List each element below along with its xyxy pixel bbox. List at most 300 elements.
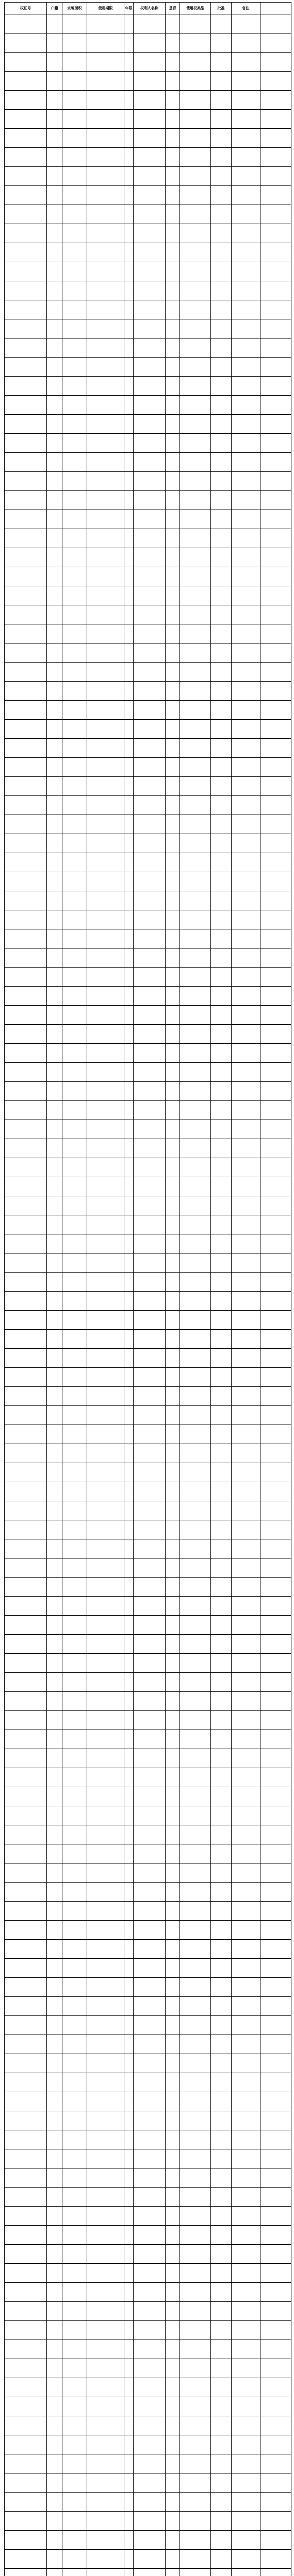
- table-cell: [124, 415, 134, 434]
- table-cell: [166, 758, 180, 777]
- table-cell: [124, 1482, 134, 1501]
- table-cell: [124, 491, 134, 510]
- table-cell: [211, 1902, 232, 1921]
- table-cell: [124, 910, 134, 929]
- table-row: [5, 2512, 291, 2531]
- table-cell: [47, 777, 62, 796]
- table-cell: [87, 1044, 124, 1063]
- table-cell: [5, 2473, 47, 2493]
- table-cell: [134, 281, 166, 300]
- table-cell: [5, 1635, 47, 1654]
- table-cell: [180, 2473, 211, 2493]
- table-cell: [232, 1196, 260, 1215]
- table-cell: [87, 2073, 124, 2092]
- table-cell: [124, 872, 134, 891]
- table-cell: [47, 1616, 62, 1635]
- table-cell: [180, 2340, 211, 2359]
- table-cell: [232, 1215, 260, 1234]
- table-cell: [260, 2073, 291, 2092]
- table-cell: [232, 1844, 260, 1863]
- table-cell: [134, 968, 166, 987]
- table-row: [5, 853, 291, 872]
- table-cell: [47, 2531, 62, 2550]
- table-cell: [180, 2416, 211, 2435]
- table-cell: [87, 2207, 124, 2226]
- table-cell: [124, 853, 134, 872]
- table-cell: [87, 2512, 124, 2531]
- table-cell: [211, 739, 232, 758]
- table-cell: [232, 2283, 260, 2302]
- table-cell: [47, 2264, 62, 2283]
- table-cell: [134, 2283, 166, 2302]
- table-cell: [260, 2435, 291, 2454]
- table-cell: [232, 1253, 260, 1273]
- table-cell: [47, 2111, 62, 2130]
- table-cell: [211, 205, 232, 224]
- table-cell: [134, 167, 166, 186]
- table-cell: [166, 2454, 180, 2473]
- table-cell: [5, 1444, 47, 1463]
- table-cell: [87, 1806, 124, 1825]
- table-cell: [5, 834, 47, 853]
- table-cell: [62, 1082, 87, 1101]
- table-cell: [180, 1711, 211, 1730]
- table-cell: [62, 2378, 87, 2397]
- table-cell: [87, 1425, 124, 1444]
- table-cell: [260, 1177, 291, 1196]
- table-cell: [260, 1578, 291, 1597]
- table-cell: [260, 968, 291, 987]
- table-cell: [47, 1349, 62, 1368]
- table-cell: [87, 1063, 124, 1082]
- table-cell: [211, 2454, 232, 2473]
- table-cell: [5, 2435, 47, 2454]
- table-cell: [5, 586, 47, 605]
- table-cell: [62, 872, 87, 891]
- table-cell: [62, 14, 87, 33]
- table-cell: [211, 1520, 232, 1539]
- table-cell: [62, 129, 87, 148]
- table-cell: [87, 1978, 124, 1997]
- table-cell: [47, 529, 62, 548]
- table-cell: [211, 281, 232, 300]
- table-cell: [124, 1425, 134, 1444]
- table-cell: [211, 2531, 232, 2550]
- table-cell: [260, 510, 291, 529]
- table-cell: [232, 929, 260, 948]
- table-cell: [232, 1406, 260, 1425]
- table-row: [5, 472, 291, 491]
- table-cell: [5, 796, 47, 815]
- table-cell: [232, 1806, 260, 1825]
- table-cell: [62, 1101, 87, 1120]
- table-cell: [232, 2035, 260, 2054]
- table-cell: [5, 415, 47, 434]
- table-cell: [232, 739, 260, 758]
- table-cell: [124, 1006, 134, 1025]
- table-cell: [124, 377, 134, 396]
- table-cell: [180, 872, 211, 891]
- table-cell: [47, 948, 62, 968]
- table-row: [5, 872, 291, 891]
- table-cell: [47, 1501, 62, 1520]
- table-cell: [87, 987, 124, 1006]
- table-cell: [134, 2531, 166, 2550]
- table-cell: [134, 33, 166, 53]
- table-cell: [87, 1844, 124, 1863]
- table-cell: [47, 1673, 62, 1692]
- table-row: [5, 796, 291, 815]
- table-cell: [134, 243, 166, 262]
- table-cell: [62, 1406, 87, 1425]
- table-cell: [62, 1177, 87, 1196]
- table-cell: [62, 510, 87, 529]
- table-cell: [260, 929, 291, 948]
- table-cell: [260, 2397, 291, 2416]
- table-cell: [134, 1902, 166, 1921]
- table-cell: [166, 14, 180, 33]
- table-cell: [62, 2321, 87, 2340]
- table-cell: [232, 2073, 260, 2092]
- table-cell: [62, 1635, 87, 1654]
- table-cell: [62, 491, 87, 510]
- table-cell: [87, 1234, 124, 1253]
- table-cell: [62, 1234, 87, 1253]
- table-cell: [166, 891, 180, 910]
- table-cell: [180, 1006, 211, 1025]
- table-cell: [124, 2493, 134, 2512]
- table-cell: [62, 1616, 87, 1635]
- table-row: [5, 129, 291, 148]
- table-cell: [47, 2435, 62, 2454]
- table-row: [5, 1654, 291, 1673]
- table-cell: [124, 682, 134, 701]
- table-cell: [62, 1006, 87, 1025]
- table-cell: [232, 1444, 260, 1463]
- table-cell: [47, 1863, 62, 1883]
- table-cell: [166, 415, 180, 434]
- table-cell: [180, 2302, 211, 2321]
- table-cell: [134, 548, 166, 567]
- table-cell: [260, 148, 291, 167]
- table-cell: [47, 2473, 62, 2493]
- table-cell: [124, 2512, 134, 2531]
- table-cell: [211, 1539, 232, 1558]
- table-row: [5, 910, 291, 929]
- table-cell: [166, 262, 180, 281]
- table-cell: [232, 377, 260, 396]
- table-cell: [62, 910, 87, 929]
- table-cell: [232, 1273, 260, 1292]
- table-cell: [180, 2111, 211, 2130]
- table-cell: [180, 2454, 211, 2473]
- table-cell: [166, 1863, 180, 1883]
- table-cell: [180, 1273, 211, 1292]
- table-cell: [87, 872, 124, 891]
- table-cell: [87, 1482, 124, 1501]
- table-cell: [134, 1139, 166, 1158]
- table-cell: [5, 1158, 47, 1177]
- table-cell: [5, 472, 47, 491]
- table-cell: [134, 2397, 166, 2416]
- table-cell: [211, 53, 232, 72]
- table-cell: [211, 224, 232, 243]
- table-cell: [260, 1063, 291, 1082]
- table-cell: [5, 1768, 47, 1787]
- table-cell: [124, 72, 134, 91]
- table-cell: [87, 33, 124, 53]
- table-cell: [180, 586, 211, 605]
- table-cell: [180, 1482, 211, 1501]
- table-cell: [124, 2149, 134, 2168]
- table-cell: [260, 758, 291, 777]
- table-header: [5, 3, 291, 14]
- table-cell: [134, 2016, 166, 2035]
- table-cell: [134, 910, 166, 929]
- table-cell: [62, 586, 87, 605]
- table-cell: [47, 1234, 62, 1253]
- table-cell: [260, 872, 291, 891]
- table-cell: [260, 987, 291, 1006]
- table-cell: [87, 319, 124, 338]
- table-cell: [260, 815, 291, 834]
- table-cell: [5, 1863, 47, 1883]
- table-cell: [87, 2168, 124, 2188]
- table-cell: [211, 1921, 232, 1940]
- table-cell: [180, 1787, 211, 1806]
- table-cell: [62, 758, 87, 777]
- table-cell: [232, 968, 260, 987]
- table-cell: [62, 853, 87, 872]
- table-cell: [87, 72, 124, 91]
- table-cell: [124, 2416, 134, 2435]
- table-cell: [47, 2092, 62, 2111]
- table-cell: [211, 1825, 232, 1844]
- table-cell: [62, 1044, 87, 1063]
- table-cell: [211, 1177, 232, 1196]
- table-cell: [134, 91, 166, 110]
- table-cell: [180, 1692, 211, 1711]
- table-cell: [260, 1463, 291, 1482]
- table-cell: [211, 968, 232, 987]
- table-cell: [47, 224, 62, 243]
- table-row: [5, 2245, 291, 2264]
- table-cell: [211, 2054, 232, 2073]
- table-cell: [87, 186, 124, 205]
- table-cell: [62, 1692, 87, 1711]
- table-cell: [124, 2435, 134, 2454]
- table-cell: [180, 1635, 211, 1654]
- table-cell: [166, 2149, 180, 2168]
- table-cell: [180, 14, 211, 33]
- table-cell: [211, 1368, 232, 1387]
- table-row: [5, 224, 291, 243]
- table-row: [5, 1978, 291, 1997]
- table-cell: [5, 548, 47, 567]
- table-row: [5, 319, 291, 338]
- table-cell: [166, 2188, 180, 2207]
- table-cell: [134, 1082, 166, 1101]
- table-row: [5, 1063, 291, 1082]
- table-cell: [47, 682, 62, 701]
- table-cell: [124, 1940, 134, 1959]
- table-cell: [47, 1006, 62, 1025]
- table-cell: [260, 33, 291, 53]
- table-cell: [166, 1063, 180, 1082]
- table-cell: [260, 853, 291, 872]
- table-cell: [260, 243, 291, 262]
- table-cell: [232, 1959, 260, 1978]
- table-cell: [47, 2130, 62, 2149]
- table-cell: [211, 110, 232, 129]
- table-cell: [134, 987, 166, 1006]
- table-cell: [47, 2283, 62, 2302]
- table-cell: [260, 2168, 291, 2188]
- table-cell: [180, 739, 211, 758]
- table-cell: [87, 663, 124, 682]
- table-cell: [134, 300, 166, 319]
- table-cell: [166, 1101, 180, 1120]
- table-cell: [62, 2473, 87, 2493]
- table-cell: [211, 1139, 232, 1158]
- table-cell: [5, 624, 47, 643]
- table-cell: [211, 338, 232, 358]
- table-cell: [124, 1253, 134, 1273]
- table-cell: [166, 624, 180, 643]
- table-cell: [134, 1597, 166, 1616]
- table-cell: [62, 2531, 87, 2550]
- table-cell: [5, 1406, 47, 1425]
- table-cell: [124, 2188, 134, 2207]
- table-cell: [211, 1768, 232, 1787]
- table-cell: [260, 1234, 291, 1253]
- table-cell: [47, 1406, 62, 1425]
- table-cell: [211, 243, 232, 262]
- table-row: [5, 1311, 291, 1330]
- table-cell: [47, 14, 62, 33]
- table-cell: [166, 1196, 180, 1215]
- table-cell: [47, 2188, 62, 2207]
- table-cell: [47, 586, 62, 605]
- table-cell: [47, 1482, 62, 1501]
- table-row: [5, 682, 291, 701]
- table-row: [5, 739, 291, 758]
- table-cell: [134, 1711, 166, 1730]
- table-cell: [180, 1616, 211, 1635]
- table-cell: [232, 1006, 260, 1025]
- table-cell: [47, 1025, 62, 1044]
- table-cell: [260, 2378, 291, 2397]
- table-cell: [134, 2073, 166, 2092]
- table-cell: [260, 796, 291, 815]
- table-cell: [47, 1120, 62, 1139]
- table-cell: [87, 1349, 124, 1368]
- table-cell: [62, 2092, 87, 2111]
- table-cell: [134, 2264, 166, 2283]
- table-row: [5, 2493, 291, 2512]
- table-cell: [62, 319, 87, 338]
- table-row: [5, 1196, 291, 1215]
- table-cell: [62, 2207, 87, 2226]
- table-cell: [211, 434, 232, 453]
- table-cell: [166, 33, 180, 53]
- table-cell: [232, 319, 260, 338]
- table-cell: [5, 1825, 47, 1844]
- table-cell: [62, 1196, 87, 1215]
- table-cell: [124, 1044, 134, 1063]
- land-rights-table: [4, 2, 291, 2576]
- table-cell: [124, 1501, 134, 1520]
- table-cell: [124, 605, 134, 624]
- table-cell: [47, 1902, 62, 1921]
- table-cell: [260, 1025, 291, 1044]
- table-cell: [211, 1253, 232, 1273]
- table-cell: [134, 1482, 166, 1501]
- table-cell: [87, 758, 124, 777]
- table-cell: [211, 491, 232, 510]
- table-cell: [211, 929, 232, 948]
- table-cell: [166, 2130, 180, 2149]
- table-cell: [232, 1025, 260, 1044]
- table-cell: [166, 1768, 180, 1787]
- table-cell: [124, 243, 134, 262]
- table-cell: [62, 1959, 87, 1978]
- table-cell: [211, 2226, 232, 2245]
- table-row: [5, 529, 291, 548]
- table-cell: [232, 701, 260, 720]
- table-cell: [232, 586, 260, 605]
- table-cell: [211, 2435, 232, 2454]
- table-cell: [134, 1387, 166, 1406]
- table-cell: [62, 1253, 87, 1273]
- table-cell: [260, 319, 291, 338]
- column-header: 是否: [166, 3, 180, 14]
- table-cell: [62, 377, 87, 396]
- table-cell: [232, 2054, 260, 2073]
- table-row: [5, 548, 291, 567]
- table-cell: [62, 1997, 87, 2016]
- table-cell: [211, 548, 232, 567]
- table-cell: [134, 129, 166, 148]
- table-cell: [124, 1215, 134, 1234]
- table-cell: [180, 2188, 211, 2207]
- table-cell: [232, 2435, 260, 2454]
- table-row: [5, 624, 291, 643]
- table-cell: [260, 1654, 291, 1673]
- table-cell: [180, 1025, 211, 1044]
- table-cell: [166, 1616, 180, 1635]
- table-cell: [260, 2188, 291, 2207]
- table-cell: [5, 510, 47, 529]
- table-cell: [62, 1787, 87, 1806]
- table-cell: [62, 472, 87, 491]
- table-cell: [5, 739, 47, 758]
- table-cell: [5, 1196, 47, 1215]
- table-cell: [124, 2397, 134, 2416]
- table-cell: [260, 1635, 291, 1654]
- table-cell: [124, 1768, 134, 1787]
- table-cell: [62, 948, 87, 968]
- table-cell: [62, 91, 87, 110]
- table-row: [5, 1940, 291, 1959]
- table-cell: [166, 1425, 180, 1444]
- table-cell: [5, 968, 47, 987]
- table-cell: [260, 2359, 291, 2378]
- table-cell: [5, 2397, 47, 2416]
- table-cell: [62, 338, 87, 358]
- table-cell: [211, 1863, 232, 1883]
- table-row: [5, 2283, 291, 2302]
